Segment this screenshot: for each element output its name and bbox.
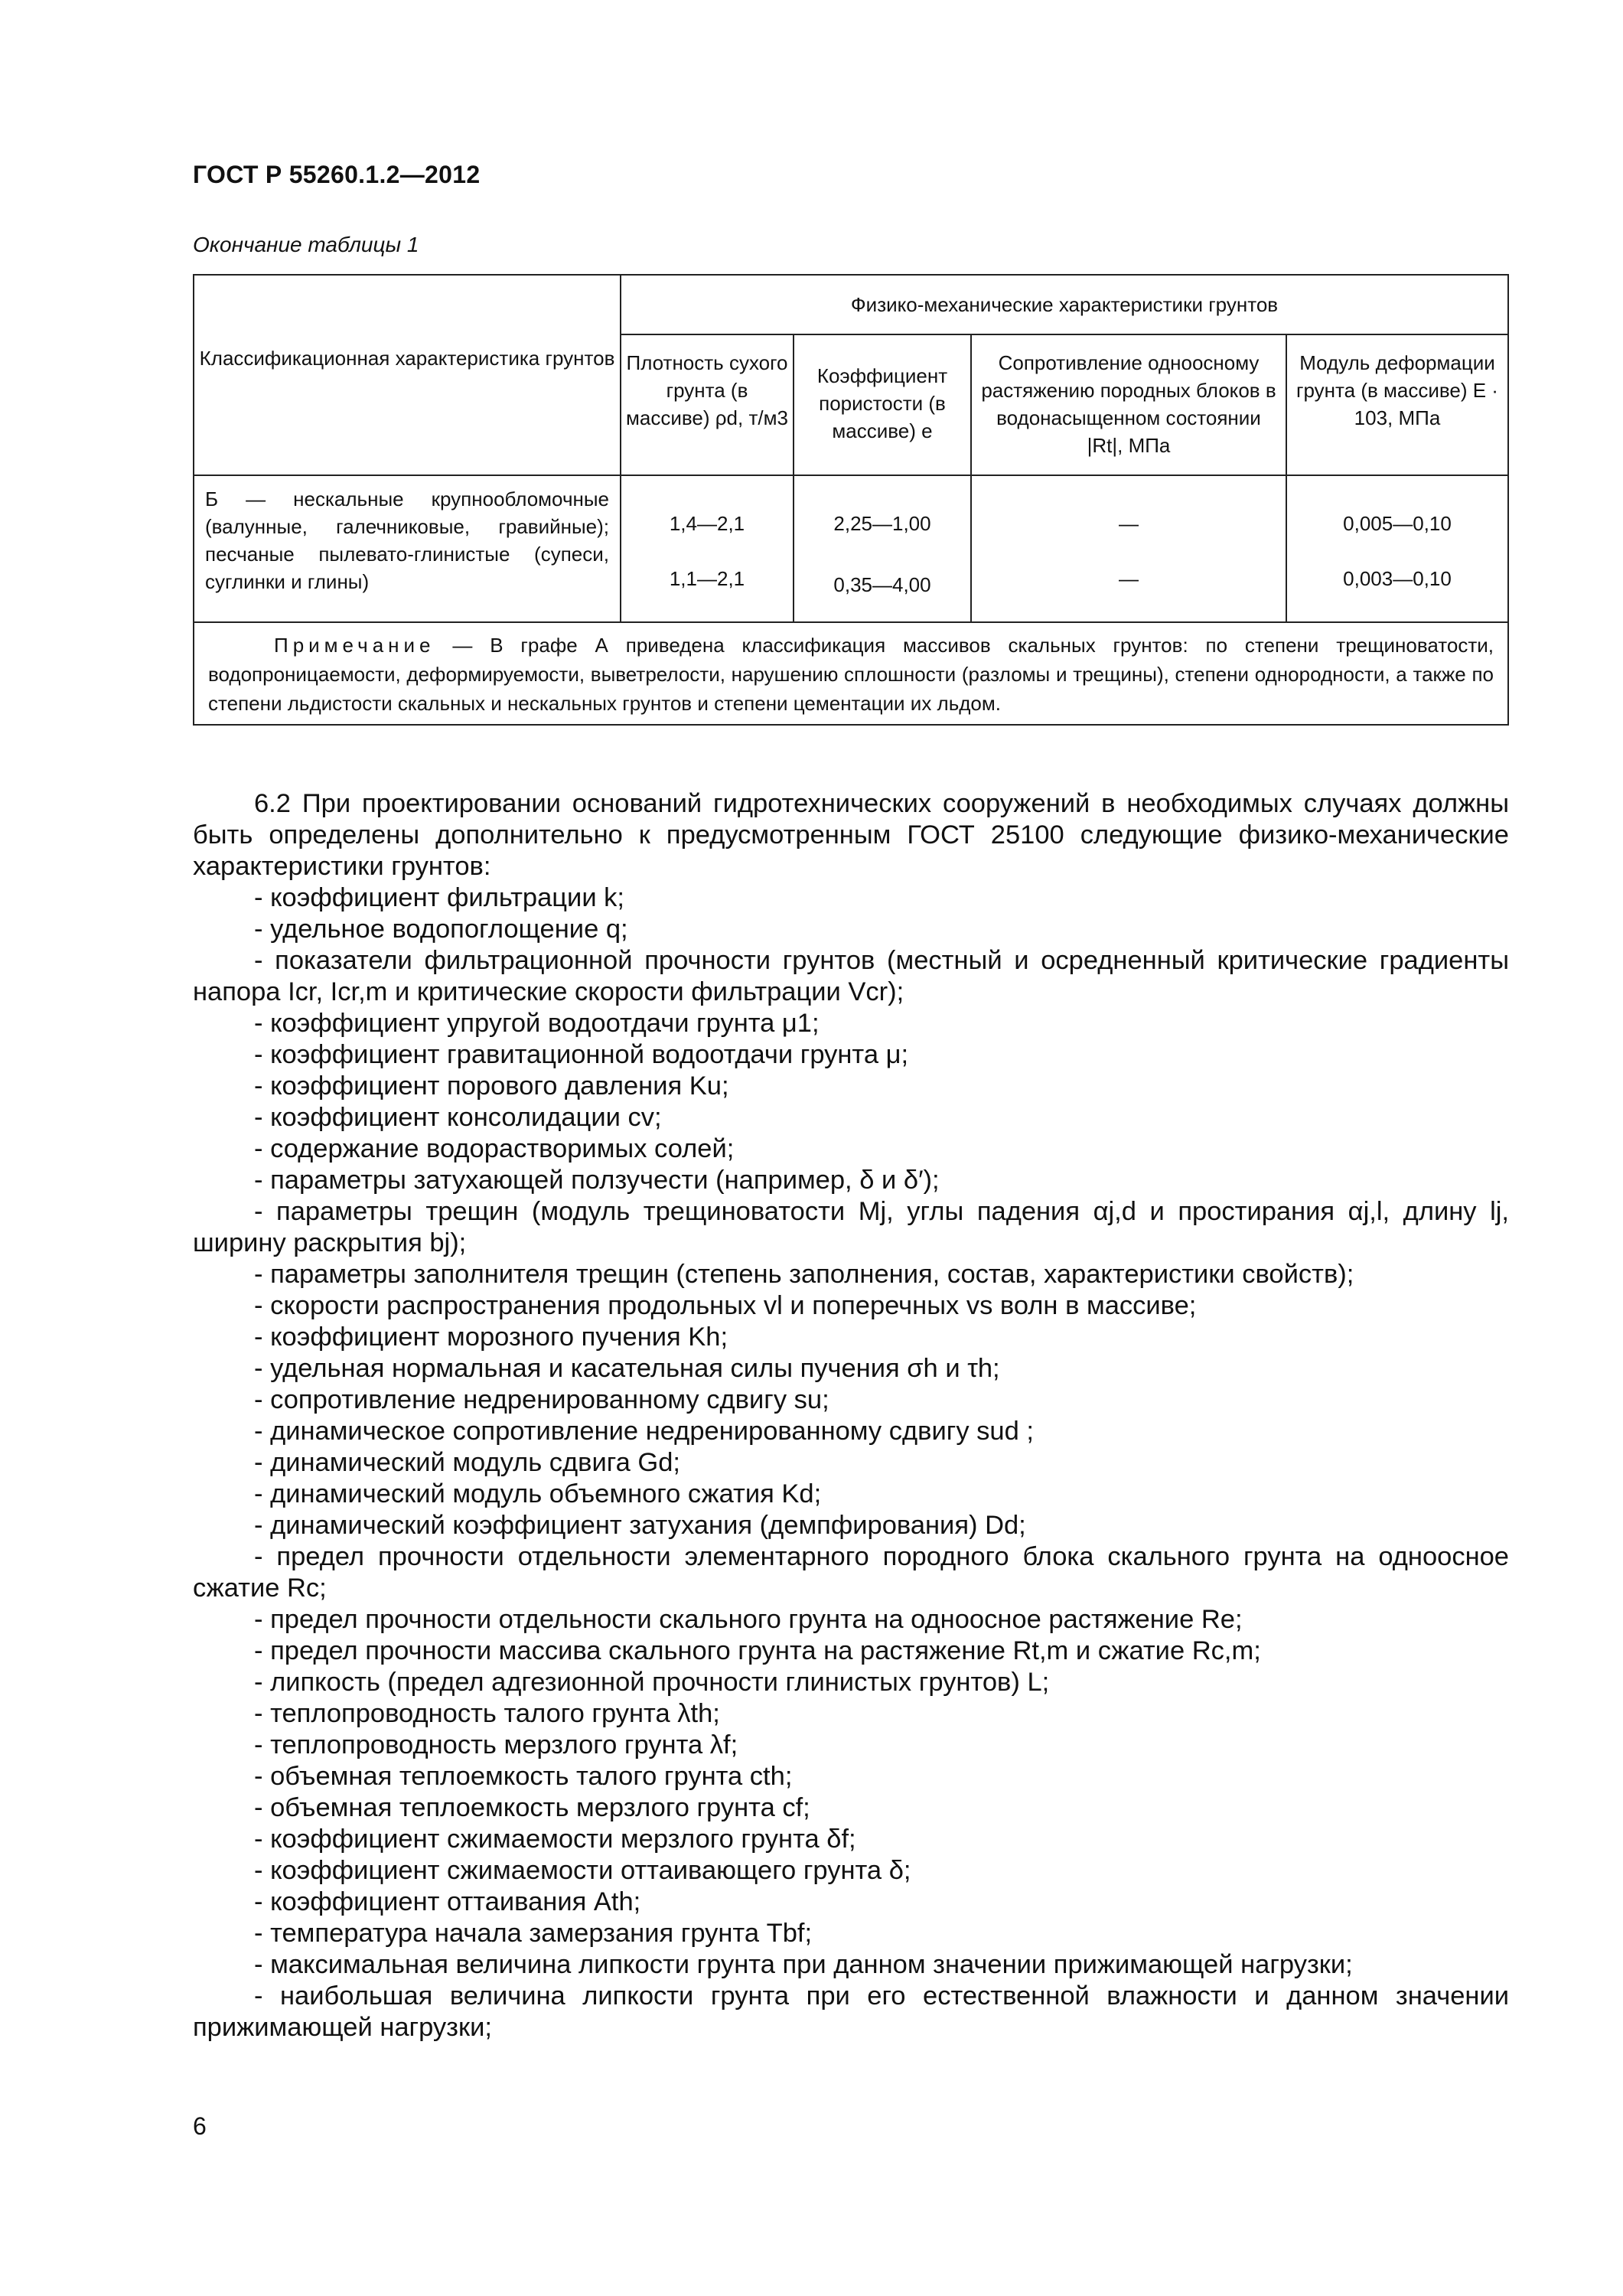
- list-item: - объемная теплоемкость мерзлого грунта cf;: [254, 1793, 810, 1822]
- modulus-value-1: 0,005—0,10: [1343, 512, 1452, 535]
- list-item: - коэффициент сжимаемости мерзлого грунта δf;: [254, 1825, 856, 1854]
- header-classification: Классификационная характеристика грунтов: [194, 275, 621, 475]
- body-text: [193, 788, 1509, 2043]
- list-item: - динамический модуль объемного сжатия Kd;: [254, 1479, 822, 1508]
- list-item: - максимальная величина липкости грунта при данном значении прижимающей нагрузки;: [254, 1950, 1353, 1979]
- list-item: - динамическое сопротивление недренированному сдвигу sud ;: [254, 1417, 1034, 1446]
- table-note: [194, 622, 1508, 725]
- list-item: - коэффициент оттаивания Ath;: [254, 1887, 641, 1916]
- list-item: - предел прочности массива скального грунта на растяжение Rt,m и сжатие Rc,m;: [254, 1636, 1261, 1665]
- document-header: ГОСТ Р 55260.1.2—2012: [193, 161, 481, 188]
- header-porosity: [794, 334, 971, 475]
- list-item: - теплопроводность мерзлого грунта λf;: [254, 1730, 738, 1760]
- note-text: — В графе А приведена классификация массивов скальных грунтов: по степени трещиноватости, водопроницаемости, деформируемости, выветрелости, нарушению сплошности (разломы и трещины), степени однородности, а также по степени льдистости скальных и нескальных грунтов и степени цементации их льдом.: [208, 634, 1494, 715]
- list-item: - коэффициент морозного пучения Kh;: [254, 1322, 728, 1352]
- list-item: - показатели фильтрационной прочности грунтов (местный и осредненный критические градиенты напора Icr, Icr,m и критические скорости фильтрации Vcr);: [193, 946, 1509, 1006]
- list-item: - удельное водопоглощение q;: [254, 915, 628, 944]
- porosity-cell: [794, 475, 971, 622]
- page-number: 6: [193, 2112, 207, 2140]
- header-modulus-text: Модуль деформации грунта (в массиве) E · 103, МПа: [1296, 351, 1498, 429]
- porosity-value-2: 0,35—4,00: [833, 573, 931, 596]
- list-item: - коэффициент сжимаемости оттаивающего грунта δ;: [254, 1856, 911, 1885]
- header-tension-text: Сопротивление одноосному растяжению породных блоков в водонасыщенном состоянии |Rt|, МПа: [981, 351, 1276, 457]
- list-item: - липкость (предел адгезионной прочности глинистых грунтов) L;: [254, 1668, 1050, 1697]
- density-cell: [621, 475, 794, 622]
- class-cell-text: Б — нескальные крупнообломочные (валунные, галечниковые, гравийные); песчаные пылевато-глинистые (супеси, суглинки и глины): [205, 488, 609, 593]
- list-item: - параметры трещин (модуль трещиноватости Mj, углы падения αj,d и простирания αj,l, длину lj, ширину раскрытия bj);: [193, 1197, 1509, 1257]
- header-physical-mechanical: Физико-механические характеристики грунтов: [621, 275, 1508, 334]
- header-density-text: Плотность сухого грунта (в массиве) ρd, т/м3: [626, 351, 788, 429]
- header-tension: [971, 334, 1286, 475]
- list-item: - предел прочности отдельности скального грунта на одноосное растяжение Re;: [254, 1605, 1243, 1634]
- list-item: - динамический коэффициент затухания (демпфирования) Dd;: [254, 1511, 1026, 1540]
- list-item: - коэффициент консолидации cv;: [254, 1103, 662, 1132]
- tension-cell: [971, 475, 1286, 622]
- tension-value-1: —: [1119, 512, 1139, 535]
- list-item: - коэффициент порового давления Ku;: [254, 1071, 729, 1101]
- porosity-value-1: 2,25—1,00: [833, 512, 931, 535]
- header-density: [621, 334, 794, 475]
- tension-value-2: —: [1119, 567, 1139, 590]
- characteristics-list: [193, 882, 1509, 2043]
- density-value-1: 1,4—2,1: [669, 512, 745, 535]
- list-item: - скорости распространения продольных vl и поперечных vs волн в массиве;: [254, 1291, 1197, 1320]
- modulus-cell: [1286, 475, 1508, 622]
- list-item: - параметры заполнителя трещин (степень заполнения, состав, характеристики свойств);: [254, 1260, 1354, 1289]
- list-item: - параметры затухающей ползучести (например, δ и δ′);: [254, 1166, 940, 1195]
- list-item: - содержание водорастворимых солей;: [254, 1134, 735, 1163]
- class-cell: [194, 475, 621, 622]
- header-porosity-text: Коэффициент пористости (в массиве) e: [816, 364, 948, 442]
- table-caption: Окончание таблицы 1: [193, 233, 419, 256]
- classification-table: [193, 274, 1509, 726]
- list-item: - динамический модуль сдвига Gd;: [254, 1448, 680, 1477]
- list-item: - коэффициент упругой водоотдачи грунта μ1;: [254, 1009, 820, 1038]
- density-value-2: 1,1—2,1: [669, 567, 745, 590]
- list-item: - сопротивление недренированному сдвигу su;: [254, 1385, 829, 1414]
- section-6-2-intro: 6.2 При проектировании оснований гидротехнических сооружений в необходимых случаях должны быть определены дополнительно к предусмотренным ГОСТ 25100 следующие физико-механические характеристики грунтов:: [193, 789, 1509, 881]
- list-item: - предел прочности отдельности элементарного породного блока скального грунта на одноосное сжатие Rc;: [193, 1542, 1509, 1603]
- list-item: - объемная теплоемкость талого грунта cth;: [254, 1762, 793, 1791]
- list-item: - наибольшая величина липкости грунта при его естественной влажности и данном значении прижимающей нагрузки;: [193, 1981, 1509, 2042]
- list-item: - коэффициент гравитационной водоотдачи грунта μ;: [254, 1040, 909, 1069]
- note-label: Примечание: [274, 634, 435, 657]
- list-item: - теплопроводность талого грунта λth;: [254, 1699, 720, 1728]
- modulus-value-2: 0,003—0,10: [1343, 567, 1452, 590]
- list-item: - удельная нормальная и касательная силы пучения σh и τh;: [254, 1354, 1000, 1383]
- list-item: - коэффициент фильтрации k;: [254, 883, 625, 912]
- list-item: - температура начала замерзания грунта Tbf;: [254, 1919, 813, 1948]
- header-modulus: [1286, 334, 1508, 475]
